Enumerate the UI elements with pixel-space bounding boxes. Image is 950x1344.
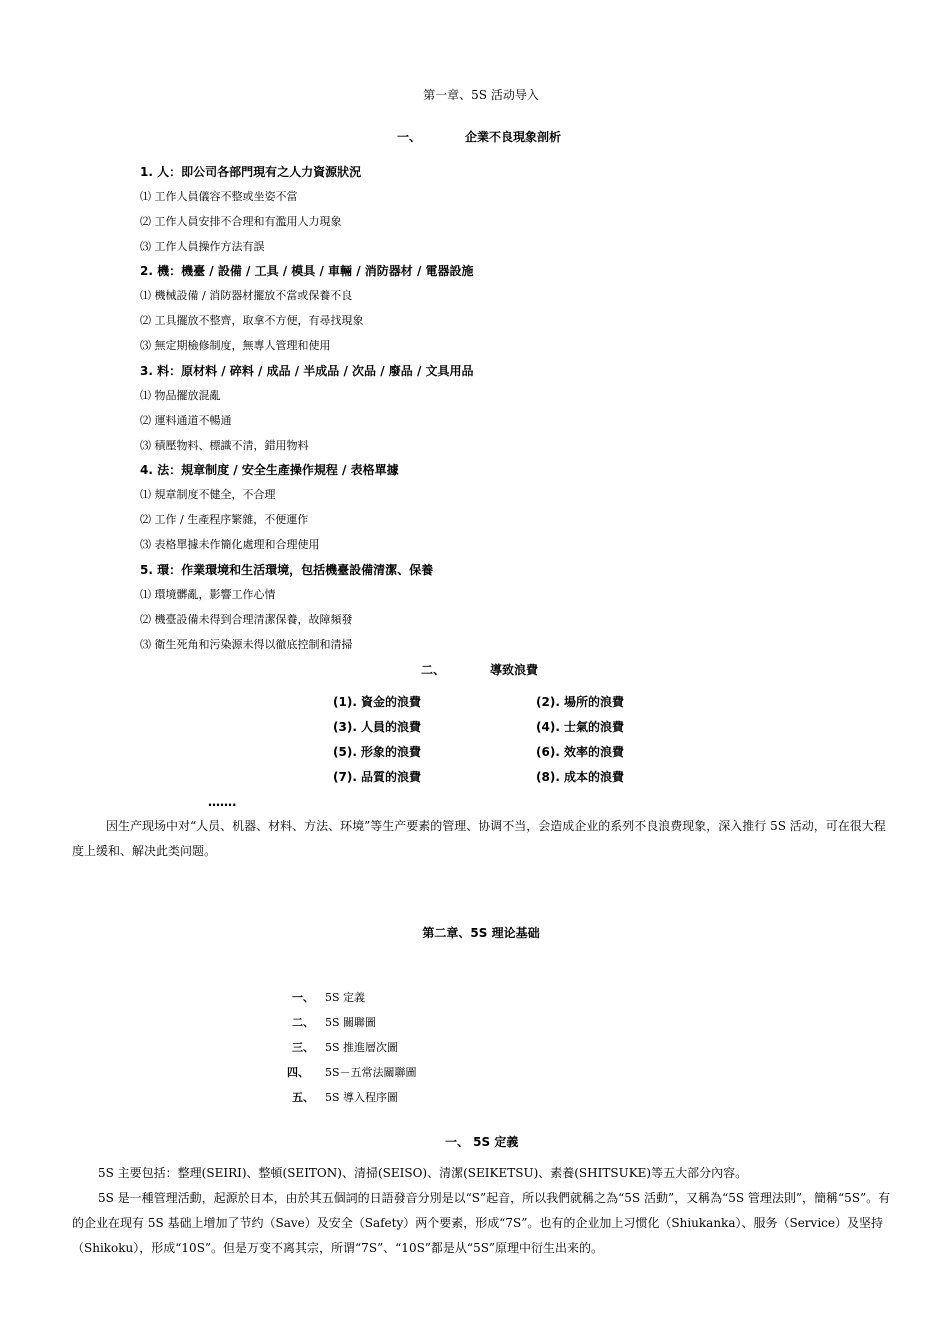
list-item: ⑵ 工具擺放不整齊，取拿不方便，有尋找現象 [140,314,364,327]
group-heading-material: 3. 料：原材料 / 碎料 / 成品 / 半成品 / 次品 / 廢品 / 文具用品 [140,364,474,378]
waste-item: (2). 場所的浪費 [536,695,625,709]
group-heading-environment: 5. 環：作業環境和生活環境，包括機臺設備清潔、保養 [140,563,434,577]
toc-item: 5S 定義 [325,991,366,1004]
chapter1-summary-paragraph [72,814,892,864]
toc-item: 5S 推進層次圖 [325,1041,399,1054]
group-heading-people: 1. 人：即公司各部門現有之人力資源狀況 [140,165,362,179]
list-item: ⑶ 無定期檢修制度，無專人管理和使用 [140,339,331,352]
summary-text: 因生产现场中对“人员、机器、材料、方法、环境”等生产要素的管理、协调不当，会造成企业的系列不良浪费现象，深入推行 5S 活动，可在很大程度上缓和、解决此类问题。 [72,819,886,858]
waste-item: (8). 成本的浪費 [536,770,625,784]
definition-paragraph-2: 5S 是一種管理活動，起源於日本，由於其五個詞的日語發音分別是以“S”起音，所以我們就稱之為“5S 活動”，又稱為“5S 管理法則”，簡稱“5S”。有的企业在现有 5S 基础上增加了节约（Save）及安全（Safety）两个要素，形成“7S”。也有的企业加上习惯化（Shiukanka）、服务（Service）及坚持（Shikoku），形成“10S”。但是万变不离其宗，所谓“7S”、“10S”都是从“5S”原理中衍生出来的。 [72,1191,891,1255]
section1-number: 一、 [397,130,422,144]
group-heading-method: 4. 法：規章制度 / 安全生產操作規程 / 表格單據 [140,463,399,477]
group-heading-machine: 2. 機：機臺 / 設備 / 工具 / 模具 / 車輛 / 消防器材 / 電器設施 [140,264,474,278]
ellipsis: ……. [208,795,237,809]
section2-title: 導致浪費 [490,663,539,677]
list-item: ⑵ 機臺設備未得到合理清潔保養，故障頻發 [140,613,353,626]
list-item: ⑵ 工作 / 生產程序繁雜，不便運作 [140,513,309,526]
toc-item: 5S 關聯圖 [325,1016,377,1029]
definition-paragraphs [72,1161,892,1261]
toc-number: 一、 [292,991,314,1004]
waste-item: (6). 效率的浪費 [536,745,625,759]
list-item: ⑵ 運料通道不暢通 [140,414,232,427]
toc-number: 三、 [292,1041,314,1054]
toc-number: 四、 [287,1066,309,1079]
list-item: ⑶ 衛生死角和污染源未得以徹底控制和清掃 [140,638,353,651]
chapter2-title: 第二章、5S 理论基础 [422,926,540,940]
list-item: ⑴ 工作人員儀容不整或坐姿不當 [140,190,298,203]
toc-item: 5S 導入程序圖 [325,1091,399,1104]
toc-item: 5S－五常法關聯圖 [325,1066,417,1079]
definition-heading: 一、 5S 定義 [445,1135,519,1149]
list-item: ⑴ 機械設備 / 消防器材擺放不當或保養不良 [140,289,353,302]
waste-item: (1). 資金的浪費 [333,695,422,709]
waste-item: (3). 人員的浪費 [333,720,422,734]
list-item: ⑴ 規章制度不健全，不合理 [140,488,276,501]
list-item: ⑶ 積壓物料、標識不清，錯用物料 [140,439,309,452]
waste-item: (4). 士氣的浪費 [536,720,625,734]
list-item: ⑴ 物品擺放混亂 [140,389,221,402]
definition-paragraph-1: 5S 主要包括：整理(SEIRI)、整頓(SEITON)、清掃(SEISO)、清潔(SEIKETSU)、素養(SHITSUKE)等五大部分內容。 [98,1166,748,1180]
list-item: ⑶ 表格單據未作簡化處理和合理使用 [140,538,320,551]
list-item: ⑶ 工作人員操作方法有誤 [140,240,265,253]
waste-item: (5). 形象的浪費 [333,745,422,759]
toc-number: 五、 [292,1091,314,1104]
section1-title: 企業不良現象剖析 [465,130,562,144]
list-item: ⑵ 工作人員安排不合理和有濫用人力現象 [140,215,342,228]
chapter1-title: 第一章、5S 活动导入 [423,88,539,102]
waste-item: (7). 品質的浪費 [333,770,422,784]
toc-number: 二、 [292,1016,314,1029]
section2-number: 二、 [421,663,446,677]
list-item: ⑴ 環境髒亂，影響工作心情 [140,588,276,601]
